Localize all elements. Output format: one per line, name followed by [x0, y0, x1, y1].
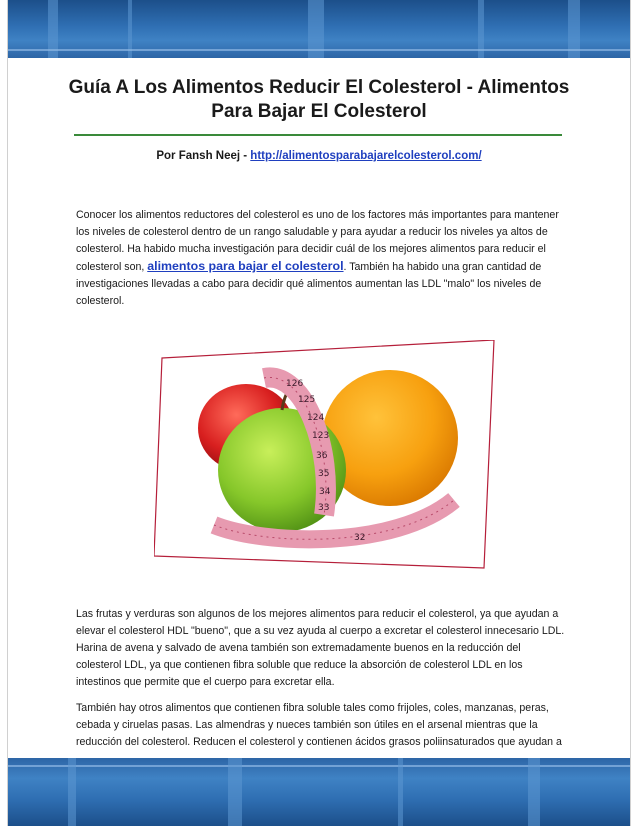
- page-title: Guía A Los Alimentos Reducir El Colesterol - Alimentos Para Bajar El Colesterol: [68, 77, 570, 122]
- tape-number: 124: [307, 413, 325, 423]
- tape-number: 33: [318, 503, 330, 513]
- intro-paragraph: [76, 207, 566, 310]
- title-divider: [74, 134, 562, 136]
- intro-text-end: . También ha habido una gran cantidad de investigaciones llevadas a cabo para decidir qué alimentos aumentan las LDL "malo" los niveles de colesterol.: [76, 261, 542, 307]
- keyword-link[interactable]: alimentos para bajar el colesterol: [147, 259, 344, 273]
- tape-number: 34: [319, 487, 331, 497]
- header-banner: [8, 0, 630, 58]
- footer-banner: [8, 758, 630, 826]
- paragraph-2: Las frutas y verduras son algunos de los mejores alimentos para reducir el colesterol, ya que ayudan a elevar el colesterol HDL "bueno", que a su vez ayuda al cuerpo a excretar el colesterol innecesario LDL. Harina de avena y salvado de avena también son extremadamente buenos en la reducción del colesterol LDL, ya que contienen fibra soluble que reduce la absorción de colesterol LDL en los intestinos que permite que el cuerpo para excretar ella.: [76, 608, 565, 688]
- byline: [0, 150, 638, 162]
- tape-number: 32: [354, 533, 366, 543]
- byline-link[interactable]: http://alimentosparabajarelcolesterol.com/: [250, 150, 482, 162]
- tape-number: 125: [298, 395, 316, 405]
- fruit-photo: [154, 340, 498, 572]
- tape-number: 123: [312, 431, 330, 441]
- paragraph-3: También hay otros alimentos que contienen fibra soluble tales como frijoles, coles, manzanas, peras, cebada y ciruelas pasas. Las almendras y nueces también son útiles en el arsenal mientras que la reducción del colesterol. Reducen el colesterol y contienen ácidos grasos poliinsaturados que ayudan a: [76, 702, 562, 748]
- tape-number: 36: [316, 451, 328, 461]
- tape-number: 126: [286, 379, 304, 389]
- tape-number: 35: [318, 469, 330, 479]
- intro-text-start: Conocer los alimentos reductores del colesterol es uno de los factores más importantes para mantener los niveles de colesterol dentro de un rango saludable y para ayudar a reducir los niveles ya altos de colesterol. Ha habido mucha investigación para decidir cuál de los mejores alimentos para reducir el colesterol son,: [76, 209, 559, 273]
- byline-author: Por Fansh Neej -: [156, 150, 251, 162]
